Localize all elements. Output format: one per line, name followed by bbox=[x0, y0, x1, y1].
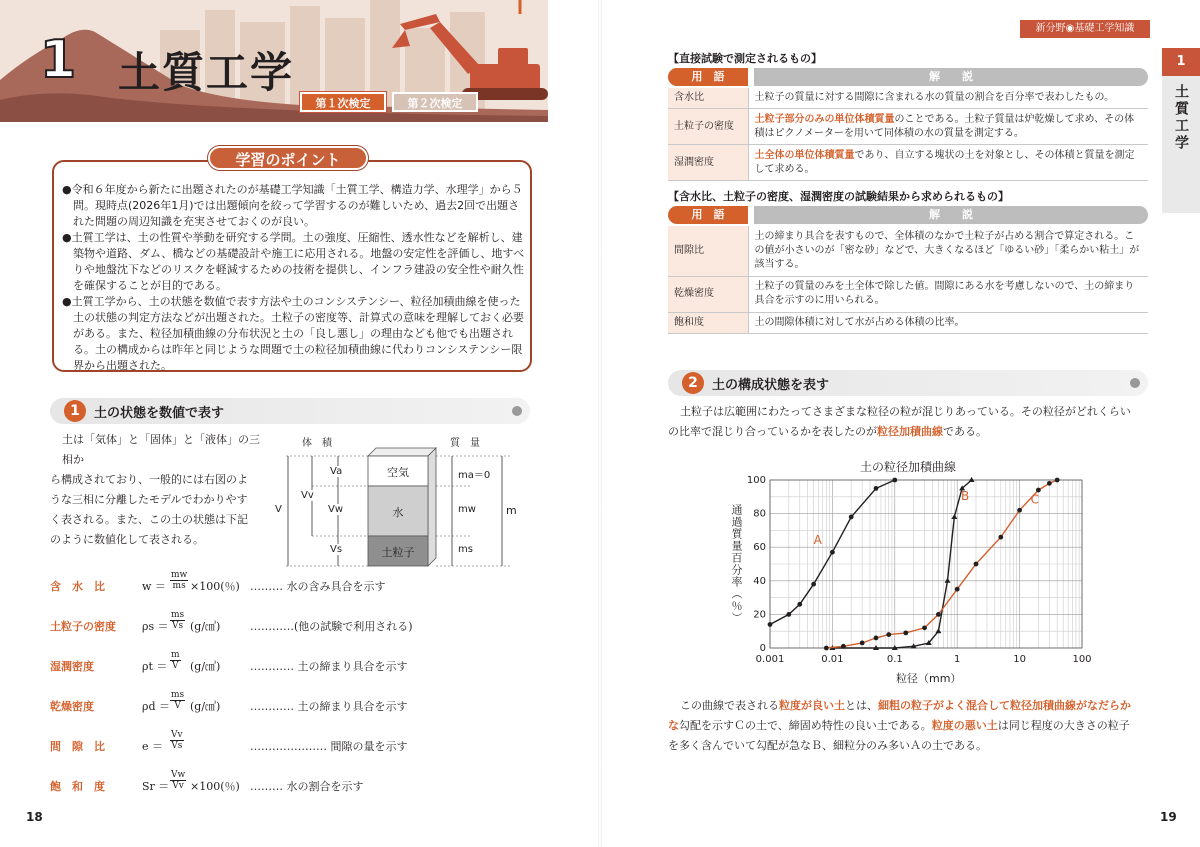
conclusion-line bbox=[668, 696, 1160, 716]
conclusion-highlight: 粒度が良い土 bbox=[779, 699, 845, 712]
header-term: 用 語 bbox=[668, 206, 748, 224]
term-cell: 土粒子の密度 bbox=[668, 109, 748, 145]
formula-fraction bbox=[170, 570, 188, 591]
formula-description: ……… 水の含み具合を示す bbox=[250, 580, 386, 593]
intro-text: の比率で混じり合っているかを表したのが bbox=[668, 425, 877, 438]
formula-fraction bbox=[170, 690, 185, 711]
section-1-header bbox=[50, 398, 530, 424]
series-label-A: A bbox=[813, 532, 822, 547]
intro-line: うな三相に分離したモデルでわかりやす bbox=[50, 493, 248, 506]
x-tick-label: 100 bbox=[1072, 654, 1092, 665]
header-desc: 解 説 bbox=[754, 206, 1148, 224]
fraction-denominator: Vv bbox=[172, 781, 184, 791]
series-label-C: C bbox=[1030, 492, 1039, 507]
section-number: 2 bbox=[682, 372, 704, 394]
formula-rhs: (g/㎤) bbox=[190, 620, 221, 633]
table-row bbox=[668, 145, 1148, 181]
soil-label: 土粒子 bbox=[381, 546, 415, 559]
intro-line bbox=[668, 422, 1158, 442]
table2-heading bbox=[668, 188, 1148, 206]
table-row bbox=[668, 109, 1148, 145]
conclusion-text: は同じ程度の大きさの粒子 bbox=[997, 719, 1130, 732]
desc-text: 土粒子の質量に対する間隙に含まれる水の質量の割合を百分率で表わしたもの。 bbox=[754, 92, 1115, 103]
header-desc: 解 説 bbox=[754, 68, 1148, 86]
ms-label: ms bbox=[458, 544, 473, 555]
desc-highlight: 土全体の単位体積質量 bbox=[754, 149, 855, 161]
data-point-C bbox=[1055, 478, 1060, 483]
data-point-C bbox=[824, 646, 829, 651]
formula-label: 土粒子の密度 bbox=[50, 620, 116, 633]
y-tick-label: 0 bbox=[759, 643, 766, 654]
conclusion-line: を多く含んでいて勾配が急なＢ、細粒分のみ多いＡの土である。 bbox=[668, 739, 987, 752]
conclusion-text: この曲線で表される bbox=[680, 699, 779, 712]
grain-size-chart bbox=[720, 458, 1100, 688]
table1-heading-text: 【直接試験で測定されるもの】 bbox=[668, 52, 822, 65]
desc-cell: 土粒子の質量のみを土全体で除した値。間隙にある水を考慮しないので、土の締まり具合を示すのに用いられる。 bbox=[748, 276, 1148, 312]
fraction-denominator: Vs bbox=[172, 621, 184, 631]
air-label: 空気 bbox=[387, 466, 409, 479]
formula-rhs: (g/㎤) bbox=[190, 700, 221, 713]
chapter-banner bbox=[0, 0, 548, 122]
formula-rhs: ×100(％) bbox=[190, 780, 240, 793]
desc-cell bbox=[748, 88, 1148, 109]
desc-text: のことである。土粒子質量は炉乾燥して求め、その体積はピクノメーターを用いて同体積の水の質量を測定する。 bbox=[754, 113, 1135, 139]
conclusion-text: とは、 bbox=[845, 699, 878, 712]
x-tick-label: 0.1 bbox=[886, 654, 903, 665]
point-item: ●令和６年度から新たに出題されたのが基礎工学知識「土質工学、構造力学、水理学」から５問。現時点(2026年1月)では出題傾向を絞って学習するのが難しいため、過去2回で出題された問題の周辺知識を充実させておくのが良い。 bbox=[62, 183, 523, 228]
chart-ylabel: 通過質量百分率（％） bbox=[730, 504, 743, 624]
fraction-numerator: ms bbox=[171, 610, 185, 620]
side-tab bbox=[1162, 48, 1200, 213]
vv-label: Vv bbox=[301, 490, 314, 501]
data-point-B bbox=[969, 477, 975, 482]
conclusion-highlight: 細粗の粒子がよく混合して粒径加積曲線がなだらか bbox=[878, 699, 1131, 712]
point-text: 土質工学から、土の状態を数値で表す方法や土のコンシステンシー、粒径加積曲線を使った土の状態の判定方法などが出題された。土粒子の密度等、計算式の意味を理解しておく必要がある。また、粒径加積曲線の分布状況と土の「良し悪し」の理由なども他でも出題される。土の構成からは昨年と同じような問題で土の粒径加積曲線に代わりコンシステンシー限界から出題された。 bbox=[71, 295, 524, 372]
x-tick-label: 0.001 bbox=[755, 654, 785, 665]
section-number: 1 bbox=[64, 400, 86, 422]
section-2-intro bbox=[668, 402, 1158, 442]
formula-lhs: e ＝ bbox=[142, 740, 164, 753]
data-point-C bbox=[922, 625, 927, 630]
table1 bbox=[668, 88, 1148, 181]
fraction-denominator: ms bbox=[172, 581, 186, 591]
v-label: V bbox=[275, 504, 282, 515]
m-label: m bbox=[506, 504, 517, 517]
chart-title: 土の粒径加積曲線 bbox=[860, 460, 957, 474]
desc-highlight: 土粒子部分のみの単位体積質量 bbox=[754, 113, 895, 125]
data-point-A bbox=[892, 478, 897, 483]
y-tick-label: 100 bbox=[746, 475, 766, 486]
formula-lhs: ρs ＝ bbox=[142, 620, 169, 633]
three-phase-diagram bbox=[272, 440, 532, 570]
table-row bbox=[668, 312, 1148, 333]
fraction-numerator: mw bbox=[171, 570, 188, 580]
conclusion-line bbox=[668, 716, 1160, 736]
running-head-text: 新分野◉基礎工学知識 bbox=[1035, 23, 1135, 34]
table1-heading bbox=[668, 50, 1148, 68]
formula-fraction bbox=[170, 650, 181, 671]
chart-xlabel: 粒径（mm） bbox=[896, 672, 962, 685]
data-point-C bbox=[998, 535, 1003, 540]
data-point-C bbox=[886, 632, 891, 637]
conclusion-highlight: な bbox=[668, 719, 679, 732]
intro-highlight: 粒径加積曲線 bbox=[877, 425, 943, 438]
term-cell: 乾燥密度 bbox=[668, 276, 748, 312]
data-point-C bbox=[1017, 508, 1022, 513]
formula-description: ………………… 間隙の量を示す bbox=[250, 740, 408, 753]
section-title: 土の状態を数値で表す bbox=[94, 406, 225, 421]
data-point-C bbox=[955, 587, 960, 592]
mw-label: mw bbox=[458, 504, 476, 515]
data-point-B bbox=[935, 628, 941, 633]
va-label: Va bbox=[330, 466, 343, 477]
data-point-A bbox=[797, 602, 802, 607]
chapter-title: 土質工学 bbox=[118, 48, 295, 97]
intro-line: ら構成されており、一般的には右図のよ bbox=[50, 473, 248, 486]
y-tick-label: 80 bbox=[753, 508, 766, 520]
section-2-header bbox=[668, 370, 1148, 396]
exam-tab-first: 第１次検定 bbox=[300, 92, 386, 112]
data-point-C bbox=[974, 562, 979, 567]
header-term: 用 語 bbox=[668, 68, 748, 86]
data-point-A bbox=[811, 582, 816, 587]
conclusion-highlight: 粒度の悪い土 bbox=[931, 719, 998, 732]
conclusion-text: 勾配を示すＣの土で、締固め特性の良い土である。 bbox=[679, 719, 932, 732]
formula-rhs: ×100(％) bbox=[190, 580, 240, 593]
fraction-denominator: V bbox=[174, 701, 181, 711]
formula-lhs: Sr ＝ bbox=[142, 780, 170, 793]
data-point-C bbox=[860, 641, 865, 646]
data-point-A bbox=[849, 515, 854, 520]
table-row bbox=[668, 88, 1148, 109]
data-point-A bbox=[786, 612, 791, 617]
fraction-numerator: Vv bbox=[171, 730, 183, 740]
point-item: ●土質工学から、土の状態を数値で表す方法や土のコンシステンシー、粒径加積曲線を使った土の状態の判定方法などが出題された。土粒子の密度等、計算式の意味を理解しておく必要がある。また、粒径加積曲線の分布状況と土の「良し悪し」の理由なども他でも出題される。土の構成からは昨年と同じような問題で土の粒径加積曲線に代わりコンシステンシー限界から出題された。 bbox=[62, 295, 524, 372]
desc-text: であり、自立する塊状の土を対象とし、その体積と質量を測定して求める。 bbox=[754, 149, 1135, 175]
formula-description: ………… 土の締まり具合を示す bbox=[250, 660, 408, 673]
intro-line: く表される。また、この土の状態は下記 bbox=[50, 513, 248, 526]
data-point-A bbox=[874, 486, 879, 491]
chart-canvas bbox=[720, 458, 1100, 688]
intro-text: である。 bbox=[943, 425, 987, 438]
side-tab-number: 1 bbox=[1162, 48, 1200, 76]
ma-label: ma＝0 bbox=[458, 466, 490, 481]
table2-header-row bbox=[668, 206, 1148, 224]
term-cell: 含水比 bbox=[668, 88, 748, 109]
data-point-A bbox=[830, 550, 835, 555]
formula-lhs: ρd ＝ bbox=[142, 700, 171, 713]
intro-line: 土は「気体」と「固体」と「液体」の三相か bbox=[62, 433, 260, 466]
data-point-C bbox=[903, 630, 908, 635]
data-point-A bbox=[768, 622, 773, 627]
formula-description: ………… 土の締まり具合を示す bbox=[250, 700, 408, 713]
formula-fraction bbox=[170, 610, 185, 631]
chapter-number: 1 bbox=[40, 30, 77, 90]
page-number-left: 18 bbox=[26, 810, 43, 824]
formula-fraction bbox=[170, 730, 184, 751]
exam-tab-second: 第２次検定 bbox=[392, 92, 478, 112]
y-tick-label: 60 bbox=[753, 542, 766, 554]
formula-label: 含 水 比 bbox=[50, 580, 105, 593]
term-cell: 間隙比 bbox=[668, 226, 748, 276]
running-head bbox=[1020, 20, 1150, 38]
y-tick-label: 20 bbox=[753, 609, 766, 621]
data-point-C bbox=[1047, 481, 1052, 486]
formula-description: …………(他の試験で利用される) bbox=[250, 620, 413, 633]
intro-line: 土粒子は広範囲にわたってさまざまな粒径の粒が混じりあっている。その粒径がどれくらい bbox=[680, 405, 1131, 418]
section-title: 土の構成状態を表す bbox=[712, 378, 830, 393]
table2-heading-text: 【含水比、土粒子の密度、湿潤密度の試験結果から求められるもの】 bbox=[668, 190, 1009, 203]
desc-cell: 土の締まり具合を表すもので、全体積のなかで土粒子が占める割合で算定される。この値が小さいのが「密な砂」などで、大きくなるほど「ゆるい砂」「柔らかい粘土」が該当する。 bbox=[748, 226, 1148, 276]
formula-label: 湿潤密度 bbox=[50, 660, 94, 673]
formula-lhs: ρt ＝ bbox=[142, 660, 168, 673]
term-cell: 湿潤密度 bbox=[668, 145, 748, 181]
x-tick-label: 0.01 bbox=[821, 654, 844, 665]
table2 bbox=[668, 226, 1148, 334]
series-label-B: B bbox=[960, 489, 970, 504]
table-row bbox=[668, 276, 1148, 312]
section-dot-icon bbox=[512, 406, 522, 416]
desc-cell bbox=[748, 109, 1148, 145]
fraction-denominator: V bbox=[172, 661, 179, 671]
formula-description: ……… 水の割合を示す bbox=[250, 780, 364, 793]
formula-rhs: (g/㎤) bbox=[190, 660, 221, 673]
y-tick-label: 40 bbox=[753, 575, 766, 587]
section-1-intro bbox=[50, 430, 270, 550]
fraction-numerator: m bbox=[171, 650, 180, 660]
data-point-C bbox=[874, 636, 879, 641]
data-point-B bbox=[945, 578, 951, 583]
fraction-numerator: Vw bbox=[171, 770, 186, 780]
side-tab-label: 土質工学 bbox=[1173, 84, 1189, 152]
formula-label: 間 隙 比 bbox=[50, 740, 105, 753]
water-label: 水 bbox=[392, 506, 404, 519]
formula-fraction bbox=[170, 770, 186, 791]
formula-lhs: w ＝ bbox=[142, 580, 166, 593]
desc-cell bbox=[748, 145, 1148, 181]
intro-line: のように数値化して表される。 bbox=[50, 533, 204, 546]
vs-label: Vs bbox=[330, 544, 343, 555]
data-point-C bbox=[936, 612, 941, 617]
page-number-right: 19 bbox=[1160, 810, 1177, 824]
fraction-denominator: Vs bbox=[171, 741, 183, 751]
mass-label: 質 量 bbox=[450, 438, 480, 449]
term-cell: 飽和度 bbox=[668, 312, 748, 333]
x-tick-label: 1 bbox=[954, 654, 961, 665]
table-row bbox=[668, 226, 1148, 276]
point-text: 令和６年度から新たに出題されたのが基礎工学知識「土質工学、構造力学、水理学」から５問。現時点(2026年1月)では出題傾向を絞って学習するのが難しいため、過去2回で出題された問題の周辺知識を充実させておくのが良い。 bbox=[71, 183, 523, 228]
data-point-B bbox=[951, 514, 957, 519]
x-tick-label: 10 bbox=[1013, 654, 1026, 665]
point-item: ●土質工学は、土の性質や挙動を研究する学問。土の強度、圧縮性、透水性などを解析し、建築物や道路、ダム、橋などの基礎設計や施工に応用される。地盤の安定性を評価し、地すべりや地盤沈下などのリスクを軽減するための技術を提供し、インフラ建設の安全性や耐久性を確保することが目的である。 bbox=[62, 231, 525, 292]
points-title: 学習のポイント bbox=[208, 146, 368, 170]
fraction-numerator: ms bbox=[171, 690, 185, 700]
section-dot-icon bbox=[1130, 378, 1140, 388]
point-text: 土質工学は、土の性質や挙動を研究する学問。土の強度、圧縮性、透水性などを解析し、建築物や道路、ダム、橋などの基礎設計や施工に応用される。地盤の安定性を評価し、地すべりや地盤沈下などのリスクを軽減するための技術を提供し、インフラ建設の安全性や耐久性を確保することが目的である。 bbox=[71, 231, 525, 292]
volume-label: 体 積 bbox=[302, 438, 332, 449]
vw-label: Vw bbox=[328, 504, 344, 515]
desc-cell: 土の間隙体積に対して水が占める体積の比率。 bbox=[748, 312, 1148, 333]
data-point-C bbox=[841, 644, 846, 649]
table1-header-row bbox=[668, 68, 1148, 86]
formula-label: 乾燥密度 bbox=[50, 700, 94, 713]
section-2-conclusion bbox=[668, 696, 1160, 756]
formula-label: 飽 和 度 bbox=[50, 780, 105, 793]
